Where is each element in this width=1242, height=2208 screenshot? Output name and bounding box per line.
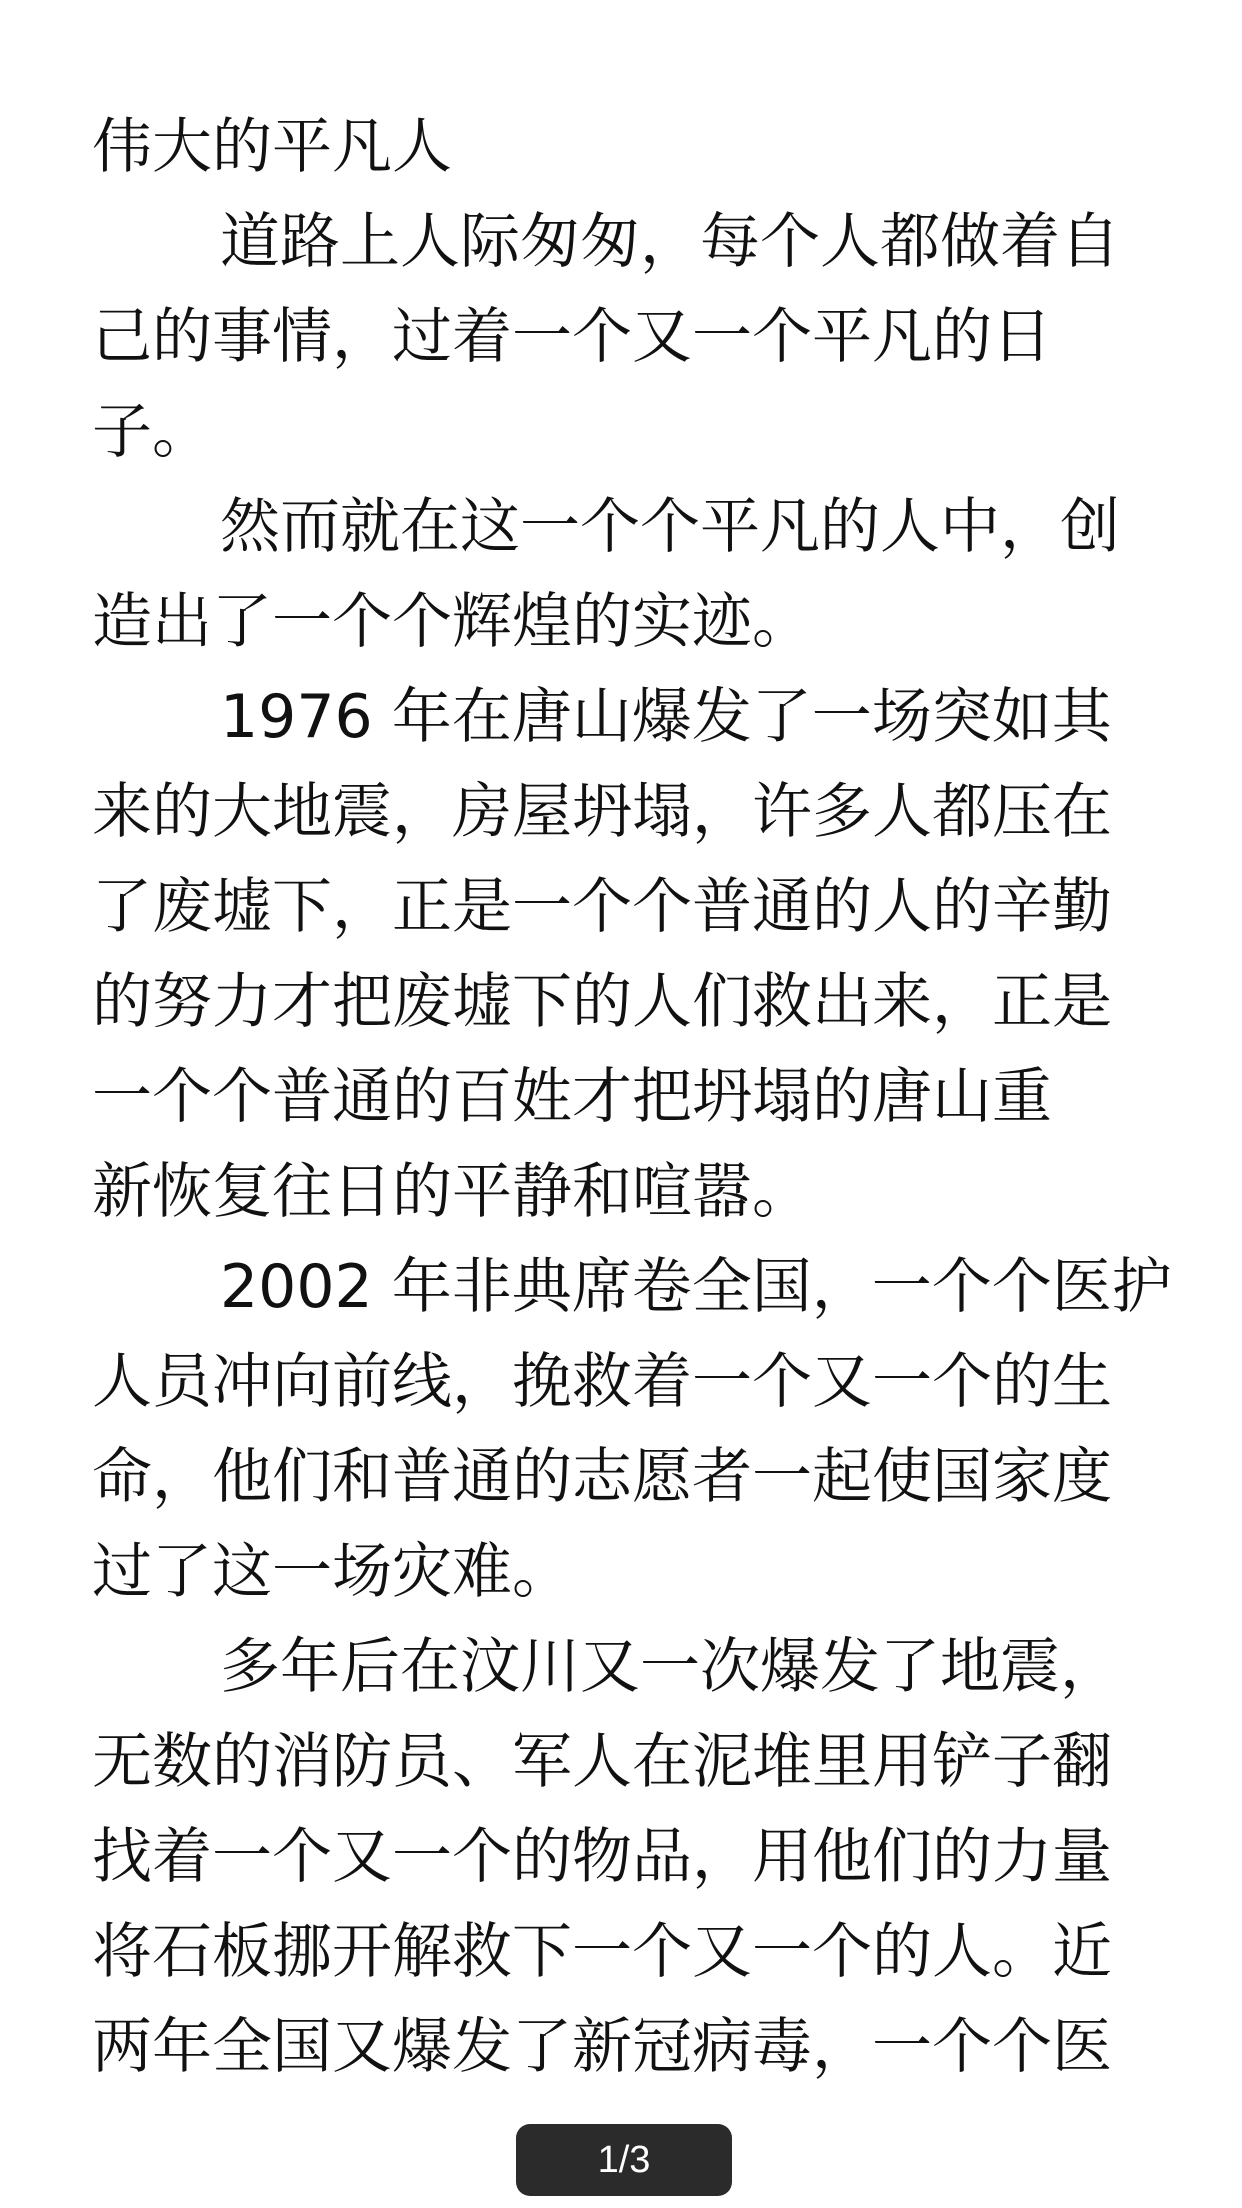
paragraph-line: 己的事情，过着一个又一个平凡的日	[92, 302, 1052, 372]
paragraph-line: 然而就在这一个个平凡的人中，创	[220, 492, 1120, 562]
paragraph-line: 了废墟下，正是一个个普通的人的辛勤	[92, 872, 1112, 942]
paragraph-line: 的努力才把废墟下的人们救出来，正是	[92, 967, 1112, 1037]
paragraph-line: 1976 年在唐山爆发了一场突如其	[220, 682, 1112, 752]
paragraph-line: 一个个普通的百姓才把坍塌的唐山重	[92, 1062, 1052, 1132]
document-body	[92, 100, 1172, 2095]
paragraph-line: 子。	[92, 397, 212, 467]
paragraph-line: 新恢复往日的平静和喧嚣。	[92, 1157, 812, 1227]
page-indicator[interactable]	[516, 2124, 732, 2196]
document-title: 伟大的平凡人	[92, 112, 452, 182]
paragraph-line: 找着一个又一个的物品，用他们的力量	[92, 1822, 1112, 1892]
paragraph-line: 来的大地震，房屋坍塌，许多人都压在	[92, 777, 1112, 847]
paragraph-line: 两年全国又爆发了新冠病毒，一个个医	[92, 2012, 1112, 2082]
paragraph-line: 2002 年非典席卷全国，一个个医护	[220, 1252, 1172, 1322]
page-indicator-label: 1/3	[597, 2138, 651, 2181]
paragraph-line: 道路上人际匆匆，每个人都做着自	[220, 207, 1120, 277]
paragraph-line: 多年后在汶川又一次爆发了地震，	[220, 1632, 1120, 1702]
paragraph-line: 造出了一个个辉煌的实迹。	[92, 587, 812, 657]
paragraph-line: 将石板挪开解救下一个又一个的人。近	[92, 1917, 1112, 1987]
paragraph-line: 过了这一场灾难。	[92, 1537, 572, 1607]
paragraph-line: 无数的消防员、军人在泥堆里用铲子翻	[92, 1727, 1112, 1797]
paragraph-line: 人员冲向前线，挽救着一个又一个的生	[92, 1347, 1112, 1417]
paragraph-line: 命，他们和普通的志愿者一起使国家度	[92, 1442, 1112, 1512]
